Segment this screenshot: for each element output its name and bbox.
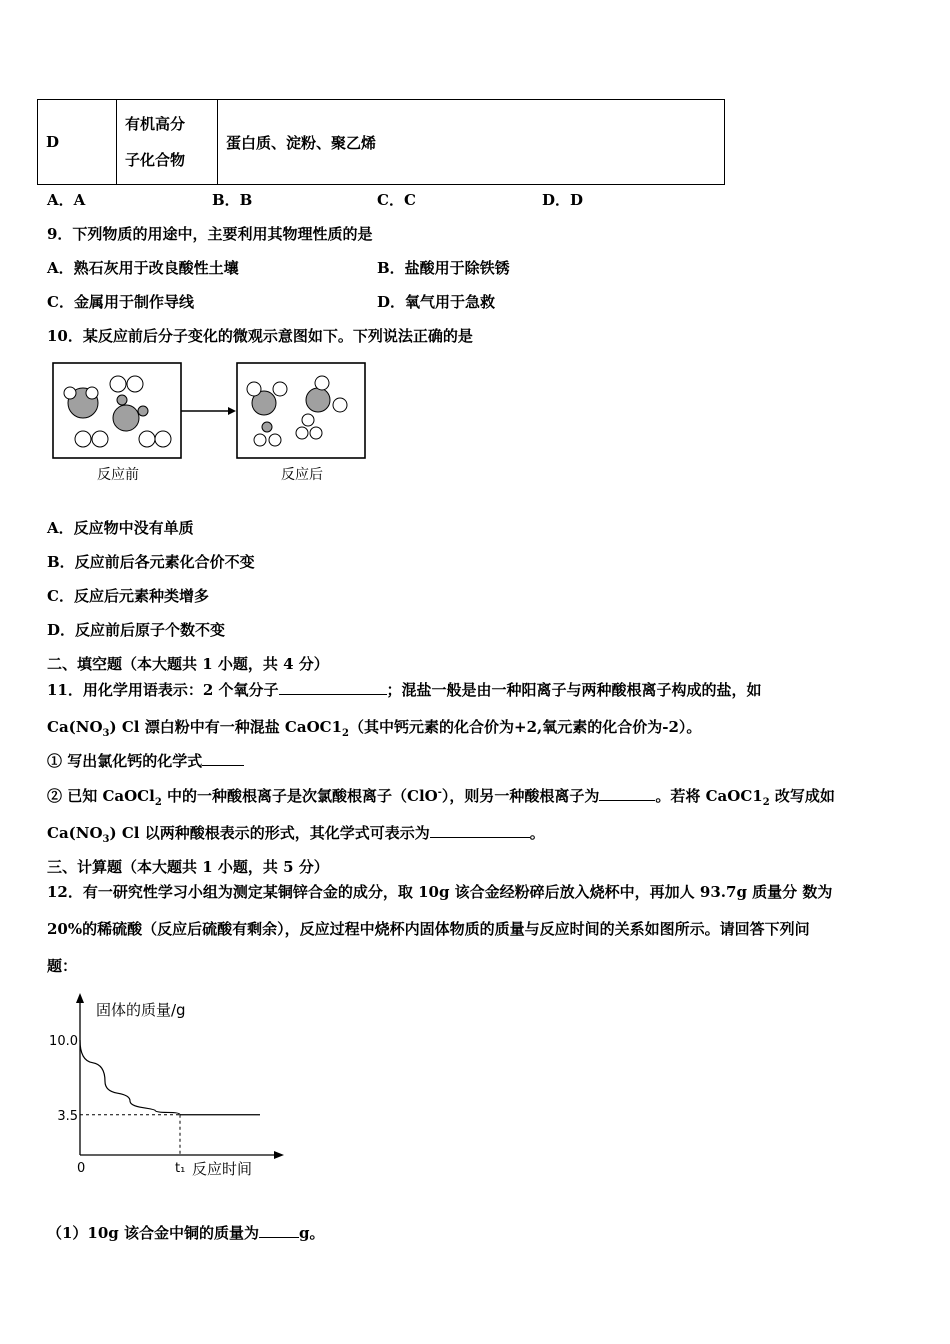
atom-small	[86, 387, 98, 399]
table-category-line1: 有机高分	[125, 115, 186, 133]
q10-reaction-diagram	[50, 360, 370, 490]
atom-white	[296, 427, 308, 439]
table-category	[117, 100, 218, 185]
q11-text: (NO	[68, 718, 103, 736]
q11-sup: -	[437, 787, 442, 798]
q12-line-3: 题：	[47, 957, 78, 975]
after-label: 反应后	[281, 467, 323, 483]
q12-sub-1	[47, 1222, 325, 1243]
atom-white	[310, 427, 322, 439]
q11-text: ) Cl 漂白粉中有一种混盐 CaOC1	[109, 718, 343, 736]
q8-option-d[interactable]: D．D	[542, 191, 584, 209]
table-category-line2: 子化合物	[125, 151, 186, 169]
origin-label: 0	[77, 1161, 86, 1176]
q11-sub: 2	[762, 797, 770, 808]
atom-small-grey	[262, 422, 272, 432]
atom-white	[92, 431, 108, 447]
section-2-heading: 二、填空题（本大题共 1 小题，共 4 分）	[47, 655, 329, 673]
q10-option-a[interactable]: A．反应物中没有单质	[47, 519, 194, 537]
q11-text: ) Cl 以两种酸根表示的形式，其化学式可表示为	[109, 824, 430, 842]
q11-text: （其中钙元素的化合价为+2,氧元素的化合价为-2）。	[349, 718, 702, 736]
y-tick-label: 10.0	[49, 1034, 78, 1049]
q11-text: 11．用化学用语表示：2 个氧分子	[47, 681, 279, 699]
q11-text: 。	[529, 824, 545, 842]
q11-text: Ca	[47, 824, 69, 842]
q9-option-a[interactable]: A．熟石灰用于改良酸性土壤	[47, 259, 239, 277]
x-axis-label: 反应时间	[192, 1160, 253, 1178]
q10-stem: 10．某反应前后分子变化的微观示意图如下。下列说法正确的是	[47, 327, 473, 345]
q11-text: 改写成如	[769, 787, 835, 805]
q11-text: ；混盐一般是由一种阳离子与两种酸根离子构成的盐，如	[386, 681, 762, 699]
q11-blank-acid-ion[interactable]	[599, 786, 655, 801]
before-label: 反应前	[97, 467, 139, 483]
q11-text: ② 已知 CaOCl	[47, 787, 155, 805]
q11-blank-cacl2[interactable]	[202, 751, 244, 766]
q11-sub: 3	[102, 834, 110, 845]
atom-white	[139, 431, 155, 447]
q10-option-d[interactable]: D．反应前后原子个数不变	[47, 621, 226, 639]
q11-line-2	[47, 716, 701, 739]
q9-option-b[interactable]: B．盐酸用于除铁锈	[377, 259, 510, 277]
section-3-heading: 三、计算题（本大题共 1 小题，共 5 分）	[47, 858, 329, 876]
q8-option-b[interactable]: B．B	[212, 191, 253, 209]
x-axis-arrow-icon	[274, 1151, 284, 1159]
y-tick-label: 3.5	[57, 1108, 78, 1124]
q12-line-1: 12．有一研究性学习小组为测定某铜锌合金的成分，取 10g 该合金经粉碎后放入烧杯中，再加人 93.7g 质量分 数为	[47, 883, 833, 901]
q11-blank-oxygen[interactable]	[279, 680, 387, 695]
q11-text: ① 写出氯化钙的化学式	[47, 752, 203, 770]
q8-option-c[interactable]: C．C	[377, 191, 416, 209]
q11-line-1	[47, 679, 762, 700]
atom-small-grey	[138, 406, 148, 416]
answer-table	[37, 99, 725, 185]
atom-small-grey	[117, 395, 127, 405]
atom-small	[64, 387, 76, 399]
atom-large	[113, 405, 139, 431]
atom-white	[247, 382, 261, 396]
q12-text: （1）10g 该合金中铜的质量为	[47, 1224, 260, 1242]
atom-white	[333, 398, 347, 412]
q11-sub: 2	[342, 728, 349, 739]
q11-sub: 2	[154, 797, 162, 808]
atom-white	[254, 434, 266, 446]
arrow-head-icon	[228, 407, 236, 415]
atom-white	[273, 382, 287, 396]
q12-line-2: 20%的稀硫酸（反应后硫酸有剩余），反应过程中烧杯内固体物质的质量与反应时间的关系如图所示。请回答下列问	[47, 920, 810, 938]
atom-white	[315, 376, 329, 390]
atom-white	[75, 431, 91, 447]
q11-blank-formula[interactable]	[430, 823, 530, 838]
q9-option-d[interactable]: D．氧气用于急救	[377, 293, 496, 311]
q11-text: ），则另一种酸根离子为	[441, 787, 600, 805]
q11-text: Ca	[47, 718, 69, 736]
table-letter: D	[38, 100, 117, 185]
y-axis-arrow-icon	[76, 993, 84, 1003]
table-examples: 蛋白质、淀粉、聚乙烯	[218, 100, 725, 185]
mass-time-chart	[40, 990, 300, 1190]
atom-white	[269, 434, 281, 446]
x-tick-label-t1: t₁	[175, 1161, 186, 1176]
q12-blank-copper-mass[interactable]	[259, 1223, 299, 1238]
q11-line-4	[47, 785, 835, 808]
q11-line-3	[47, 750, 244, 771]
q11-line-5	[47, 822, 545, 845]
atom-white	[302, 414, 314, 426]
q9-stem: 9．下列物质的用途中，主要利用其物理性质的是	[47, 225, 373, 243]
atom-white	[127, 376, 143, 392]
q11-text: 中的一种酸根离子是次氯酸根离子（ClO	[161, 787, 438, 805]
q8-option-a[interactable]: A．A	[47, 191, 86, 209]
atom-white	[110, 376, 126, 392]
q11-sub: 3	[102, 728, 110, 739]
q12-text: g。	[299, 1224, 325, 1242]
atom-white	[155, 431, 171, 447]
series-line	[80, 1040, 260, 1115]
y-axis-label: 固体的质量/g	[96, 1001, 186, 1019]
q11-text: 。若将 CaOC1	[655, 787, 763, 805]
q11-text: (NO	[68, 824, 103, 842]
q10-option-c[interactable]: C．反应后元素种类增多	[47, 587, 209, 605]
atom-large	[306, 388, 330, 412]
q10-option-b[interactable]: B．反应前后各元素化合价不变	[47, 553, 255, 571]
q9-option-c[interactable]: C．金属用于制作导线	[47, 293, 194, 311]
